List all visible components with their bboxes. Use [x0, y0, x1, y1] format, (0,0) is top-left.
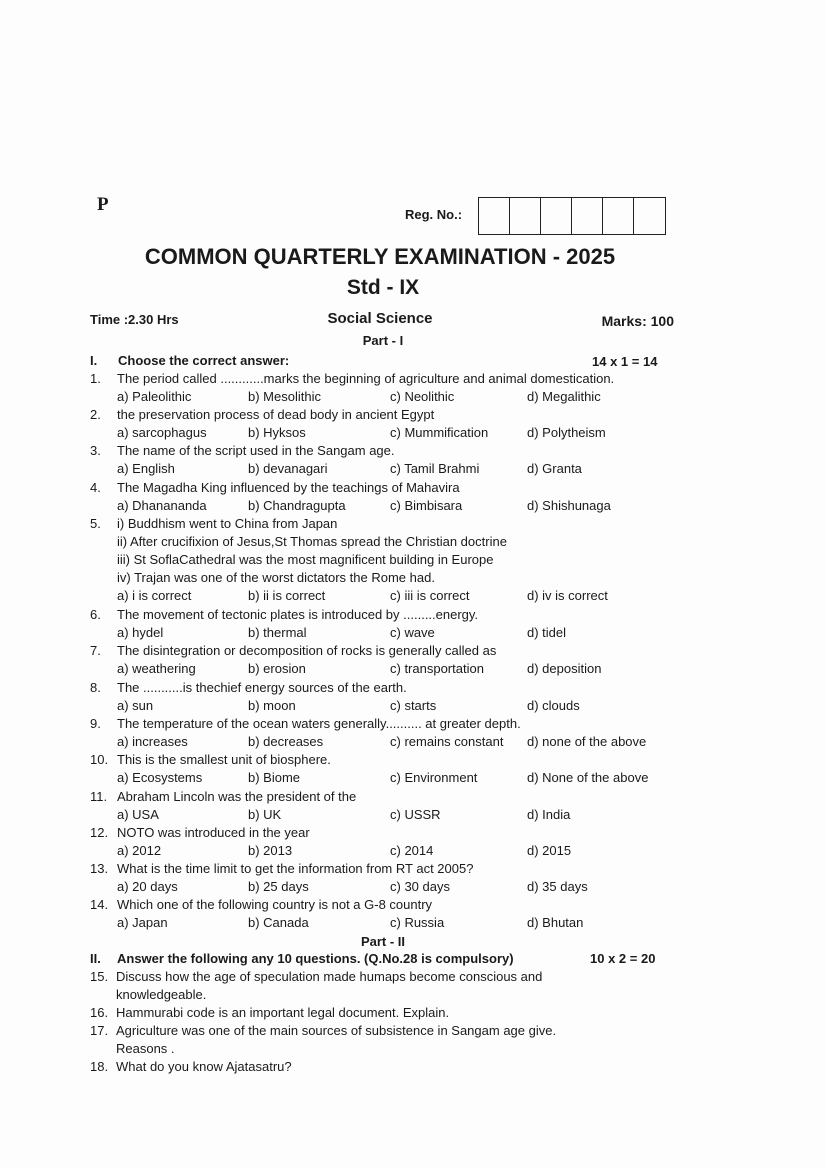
question-text: The name of the script used in the Sangam age. [117, 443, 395, 458]
marks-label: Marks: 100 [601, 313, 674, 329]
answer-option: d) India [527, 807, 571, 822]
question-text: Reasons . [116, 1041, 175, 1056]
answer-option: c) wave [390, 625, 435, 640]
question-text: Hammurabi code is an important legal document. Explain. [116, 1005, 450, 1020]
question-number: 14. [90, 897, 109, 912]
answer-option: b) erosion [248, 661, 306, 676]
answer-option: d) None of the above [527, 770, 649, 785]
question-sub-statement: iv) Trajan was one of the worst dictators the Rome had. [117, 570, 435, 585]
answer-option: a) sarcophagus [117, 425, 207, 440]
question-number: 16. [90, 1005, 109, 1020]
answer-option: b) decreases [248, 734, 324, 749]
answer-option: c) Environment [390, 770, 478, 785]
answer-option: c) Russia [390, 915, 445, 930]
answer-option: a) Dhanananda [117, 498, 207, 513]
standard-label: Std - IX [346, 276, 420, 299]
time-label: Time :2.30 Hrs [90, 312, 179, 327]
paper-code: P [97, 194, 109, 215]
question-text: knowledgeable. [116, 987, 207, 1002]
answer-option: a) 20 days [117, 879, 178, 894]
question-number: 6. [90, 607, 101, 622]
answer-option: c) Mummification [390, 425, 489, 440]
reg-no-box[interactable] [572, 198, 603, 234]
answer-option: d) none of the above [527, 734, 647, 749]
answer-option: b) devanagari [248, 461, 328, 476]
answer-option: c) 30 days [390, 879, 450, 894]
question-text: Which one of the following country is not a G-8 country [117, 897, 433, 912]
question-number: 15. [90, 969, 109, 984]
answer-option: d) deposition [527, 661, 602, 676]
question-text: The Magadha King influenced by the teachings of Mahavira [117, 480, 460, 495]
answer-option: d) Bhutan [527, 915, 584, 930]
answer-option: d) Megalithic [527, 389, 601, 404]
answer-option: c) Tamil Brahmi [390, 461, 480, 476]
question-text: NOTO was introduced in the year [117, 825, 310, 840]
part2-instruction: Answer the following any 10 questions. (Q.No.28 is compulsory) [117, 951, 514, 966]
question-text: What is the time limit to get the information from RT act 2005? [117, 861, 474, 876]
answer-option: c) 2014 [390, 843, 434, 858]
reg-no-box[interactable] [634, 198, 665, 234]
question-number: 5. [90, 516, 101, 531]
reg-no-boxes[interactable] [478, 197, 666, 235]
question-text: What do you know Ajatasatru? [116, 1059, 292, 1074]
answer-option: d) 2015 [527, 843, 572, 858]
answer-option: a) Ecosystems [117, 770, 203, 785]
question-text: Agriculture was one of the main sources of subsistence in Sangam age give. [116, 1023, 557, 1038]
answer-option: a) Japan [117, 915, 168, 930]
answer-option: b) Biome [248, 770, 301, 785]
answer-option: a) USA [117, 807, 159, 822]
answer-option: c) transportation [390, 661, 484, 676]
answer-option: a) English [117, 461, 175, 476]
answer-option: a) hydel [117, 625, 164, 640]
question-sub-statement: ii) After crucifixion of Jesus,St Thomas spread the Christian doctrine [117, 534, 507, 549]
answer-option: b) ii is correct [248, 588, 326, 603]
answer-option: c) Bimbisara [390, 498, 463, 513]
question-text: Discuss how the age of speculation made humaps become conscious and [116, 969, 543, 984]
answer-option: d) Granta [527, 461, 582, 476]
answer-option: d) Polytheism [527, 425, 606, 440]
part1-number: I. [90, 353, 98, 368]
answer-option: b) Hyksos [248, 425, 306, 440]
answer-option: a) increases [117, 734, 188, 749]
answer-option: d) clouds [527, 698, 580, 713]
question-number: 4. [90, 480, 101, 495]
answer-option: d) tidel [527, 625, 567, 640]
question-number: 3. [90, 443, 101, 458]
exam-title: COMMON QUARTERLY EXAMINATION - 2025 [144, 244, 616, 269]
answer-option: a) i is correct [117, 588, 192, 603]
question-number: 17. [90, 1023, 109, 1038]
part1-heading: Part - I [362, 333, 404, 348]
question-number: 11. [90, 789, 108, 804]
reg-no-box[interactable] [510, 198, 541, 234]
question-text: The temperature of the ocean waters generally.......... at greater depth. [117, 716, 521, 731]
reg-no-box[interactable] [603, 198, 634, 234]
question-number: 12. [90, 825, 109, 840]
answer-option: b) thermal [248, 625, 307, 640]
question-number: 7. [90, 643, 101, 658]
answer-option: c) iii is correct [390, 588, 470, 603]
answer-option: a) 2012 [117, 843, 162, 858]
answer-option: b) UK [248, 807, 282, 822]
answer-option: b) Mesolithic [248, 389, 321, 404]
question-number: 9. [90, 716, 101, 731]
answer-option: c) Neolithic [390, 389, 455, 404]
question-text: The disintegration or decomposition of rocks is generally called as [117, 643, 497, 658]
answer-option: c) USSR [390, 807, 441, 822]
question-text: The period called ............marks the beginning of agriculture and animal domestication. [117, 371, 615, 386]
question-number: 2. [90, 407, 101, 422]
answer-option: c) remains constant [390, 734, 504, 749]
question-text: the preservation process of dead body in ancient Egypt [117, 407, 435, 422]
answer-option: a) sun [117, 698, 154, 713]
answer-option: d) iv is correct [527, 588, 608, 603]
answer-option: a) weathering [117, 661, 196, 676]
question-text: i) Buddhism went to China from Japan [117, 516, 338, 531]
answer-option: d) 35 days [527, 879, 588, 894]
question-number: 18. [90, 1059, 109, 1074]
part2-score: 10 x 2 = 20 [590, 951, 656, 966]
answer-option: b) 25 days [248, 879, 309, 894]
answer-option: a) Paleolithic [117, 389, 192, 404]
question-text: Abraham Lincoln was the president of the [117, 789, 357, 804]
answer-option: c) starts [390, 698, 437, 713]
question-sub-statement: iii) St SoflaCathedral was the most magnificent building in Europe [117, 552, 494, 567]
answer-option: b) 2013 [248, 843, 293, 858]
question-number: 8. [90, 680, 101, 695]
question-text: This is the smallest unit of biosphere. [117, 752, 331, 767]
reg-no-box[interactable] [541, 198, 572, 234]
reg-no-box[interactable] [479, 198, 510, 234]
part1-score: 14 x 1 = 14 [592, 354, 658, 369]
answer-option: b) Chandragupta [248, 498, 346, 513]
part2-heading: Part - II [360, 934, 406, 949]
answer-option: b) moon [248, 698, 296, 713]
question-number: 10. [90, 752, 109, 767]
part2-number: II. [90, 951, 101, 966]
answer-option: b) Canada [248, 915, 309, 930]
question-text: The movement of tectonic plates is introduced by .........energy. [117, 607, 479, 622]
answer-option: d) Shishunaga [527, 498, 611, 513]
question-number: 1. [90, 371, 101, 386]
question-number: 13. [90, 861, 109, 876]
subject-label: Social Science [327, 310, 433, 327]
reg-no-label: Reg. No.: [405, 207, 463, 222]
part1-instruction: Choose the correct answer: [118, 353, 290, 368]
question-text: The ...........is thechief energy sources of the earth. [117, 680, 407, 695]
